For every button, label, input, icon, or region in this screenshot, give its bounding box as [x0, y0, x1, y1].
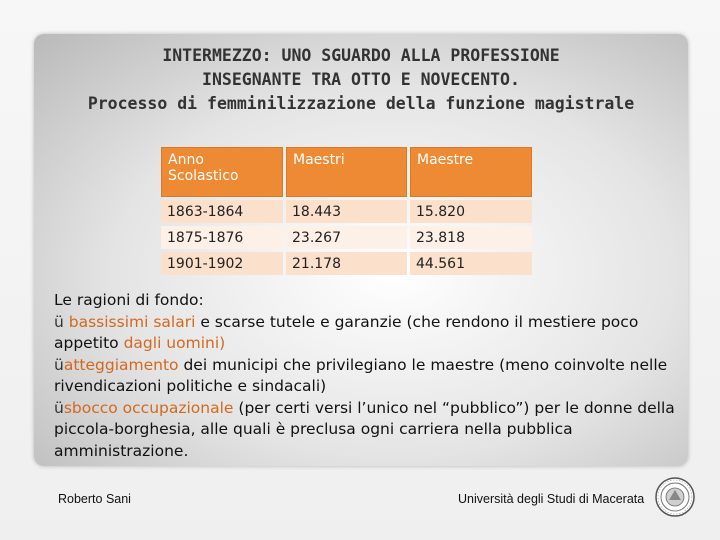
footer-author: Roberto Sani	[58, 492, 131, 506]
check-icon: ü	[54, 312, 64, 331]
table-row	[161, 226, 532, 249]
reason-item-3	[54, 398, 684, 463]
reasons-text	[54, 290, 684, 462]
header-anno-scolastico: Anno Scolastico	[161, 147, 283, 197]
reasons-intro: Le ragioni di fondo:	[54, 291, 204, 309]
cell-maestri: 21.178	[286, 252, 407, 275]
reason-2-text: dei municipi che privilegiano le maestre (meno coinvolte nelle rivendicazioni politiche e sindacali)	[54, 355, 668, 395]
footer-institution: Università degli Studi di Macerata	[458, 492, 645, 506]
title-line-1: INTERMEZZO: UNO SGUARDO ALLA PROFESSIONE	[162, 46, 560, 65]
check-icon: ü	[54, 398, 64, 417]
teachers-table	[158, 144, 535, 278]
title-line-2: INSEGNANTE TRA OTTO E NOVECENTO.	[202, 70, 520, 89]
table-header-row	[161, 147, 532, 197]
reason-1-highlight: bassissimi salari	[68, 312, 196, 331]
table-row	[161, 252, 532, 275]
reason-item-2	[54, 355, 684, 398]
reason-3-highlight: sbocco occupazionale	[63, 398, 234, 417]
reason-item-1	[54, 312, 684, 355]
header-maestre: Maestre	[410, 147, 532, 197]
title-line-3: Processo di femminilizzazione della funzione magistrale	[87, 94, 635, 113]
table-row	[161, 200, 532, 223]
reason-2-highlight: atteggiamento	[63, 355, 179, 374]
university-seal-icon	[654, 476, 696, 518]
reason-1-highlight-2: dagli uomini)	[123, 334, 226, 352]
reason-1-text: e scarse tutele e garanzie (che rendono il mestiere poco appetito	[54, 312, 639, 352]
cell-maestri: 23.267	[286, 226, 407, 249]
header-maestri: Maestri	[286, 147, 407, 197]
cell-year: 1901-1902	[161, 252, 283, 275]
reason-3-text: (per certi versi l’unico nel “pubblico”) per le donne della piccola-borghesia, alle quali è preclusa ogni carriera nella pubblica amministrazione.	[54, 398, 675, 460]
slide-title	[34, 44, 688, 116]
cell-maestri: 18.443	[286, 200, 407, 223]
cell-maestre: 15.820	[410, 200, 532, 223]
cell-maestre: 44.561	[410, 252, 532, 275]
check-icon: ü	[54, 355, 64, 374]
cell-year: 1875-1876	[161, 226, 283, 249]
cell-maestre: 23.818	[410, 226, 532, 249]
cell-year: 1863-1864	[161, 200, 283, 223]
